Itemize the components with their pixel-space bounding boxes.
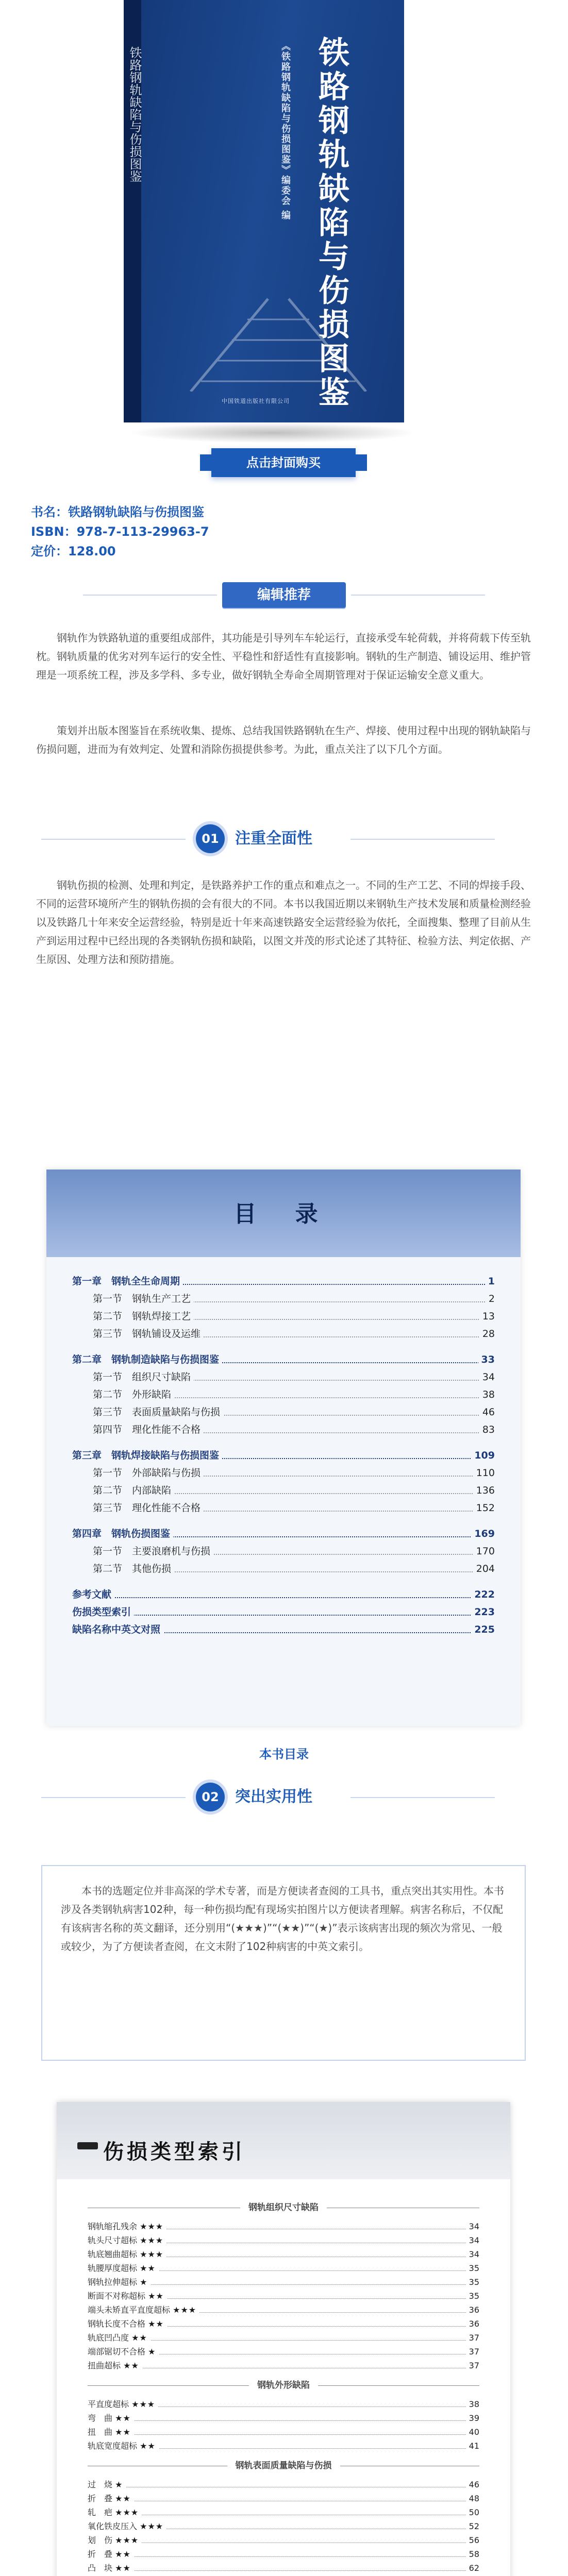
index-row: 轧 疤 ★★★ 50	[88, 2505, 479, 2519]
index-group-heading: 钢轨组织尺寸缺陷	[88, 2200, 479, 2215]
spine-title: 铁路钢轨缺陷与伤损图鉴	[127, 46, 142, 182]
index-row: 端头未矫直平直度超标 ★★★ 36	[88, 2303, 479, 2317]
feature-1-paragraph: 钢轨伤损的检测、处理和判定，是铁路养护工作的重点和难点之一。不同的生产工艺、不同的焊接手段、不同的运营环境所产生的钢轨伤损的会有很大的不同。本书以我国近期以来钢轨生产技术发展和质量检测经验以及铁路几十年来安全运营经验，特别是近十年来高速铁路安全运营经验为依托，全面搜集、整理了目前从生产到运用过程中已经出现的各类钢轨伤损和缺陷，以图文并茂的形式论述了其特征、检验方法、判定依据、产生原因、处理方法和预防措施。	[36, 879, 531, 965]
divider	[350, 839, 495, 840]
index-row: 端部锯切不合格 ★ 37	[88, 2345, 479, 2359]
book-name: 书名：铁路钢轨缺陷与伤损图鉴	[31, 505, 204, 519]
toc-row: 第三节 表面质量缺陷与伤损 46	[72, 1403, 495, 1421]
index-row: 轨底宽度超标 ★★ 41	[88, 2439, 479, 2453]
toc-row: 第二节 其他伤损 204	[72, 1560, 495, 1578]
index-row: 轨腰厚度超标 ★★ 35	[88, 2261, 479, 2275]
toc-row: 第一节 钢轨生产工艺 2	[72, 1290, 495, 1308]
cover-editor: 《铁路钢轨缺陷与伤损图鉴》编委会 编	[280, 41, 291, 221]
toc-row: 第三节 理化性能不合格 152	[72, 1499, 495, 1517]
toc-list	[72, 1273, 495, 1638]
toc-row: 第二节 内部缺陷 136	[72, 1482, 495, 1499]
index-row: 凸 块 ★★ 62	[88, 2561, 479, 2575]
index-row: 断面不对称超标 ★★ 35	[88, 2289, 479, 2303]
index-row: 氧化铁皮压入 ★★★ 52	[88, 2519, 479, 2533]
toc-row: 第一节 外部缺陷与伤损 110	[72, 1464, 495, 1482]
toc-row: 第一节 主要浪磨机与伤损 170	[72, 1543, 495, 1560]
toc-row: 第一节 组织尺寸缺陷 34	[72, 1368, 495, 1386]
toc-row: 第四节 理化性能不合格 83	[72, 1421, 495, 1438]
toc-row: 伤损类型索引 223	[72, 1603, 495, 1621]
index-row: 扭曲超标 ★★ 37	[88, 2359, 479, 2372]
editor-rec-banner: 编辑推荐	[222, 582, 346, 608]
buy-button[interactable]: 点击封面购买	[211, 448, 356, 477]
feature-2-heading	[196, 1783, 381, 1811]
divider	[41, 839, 186, 840]
toc-row: 参考文献 222	[72, 1586, 495, 1603]
toc-row: 第二章 钢轨制造缺陷与伤损图鉴 33	[72, 1351, 495, 1368]
editor-rec-paragraph-1: 钢轨作为铁路轨道的重要组成部件，其功能是引导列车车轮运行，直接承受车轮荷载，并将荷载下传至轨枕。钢轨质量的优劣对列车运行的安全性、平稳性和舒适性有直接影响。钢轨的生产制造、铺设运用、维护管理是一项系统工程，涉及多学科、多专业，做好钢轨全寿命全周期管理对于保证运输安全意义重大。	[36, 632, 531, 681]
divider	[350, 1797, 495, 1798]
brush-icon	[77, 2142, 98, 2149]
index-group-heading: 钢轨表面质量缺陷与伤损	[88, 2458, 479, 2473]
feature-2-title: 突出实用性	[235, 1788, 312, 1806]
toc-row: 第三章 钢轨焊接缺陷与伤损图鉴 109	[72, 1447, 495, 1464]
feature-2-paragraph: 本书的选题定位并非高深的学术专著，而是方便读者查阅的工具书，重点突出其实用性。本书涉及各类钢轨病害102种，每一种伤损均配有现场实拍图片以方便读者理解。病害名称后，不仅配有该病害名称的英文翻译，还分别用“(★★★)”“(★★)”“(★)”表示该病害出现的频次为常见、一般或较少，为了方便读者查阅，在文末附了102种病害的中英文索引。	[61, 1885, 504, 1953]
feature-1-number: 01	[196, 824, 225, 853]
divider	[41, 1797, 186, 1798]
index-row: 折 叠 ★★ 48	[88, 2492, 479, 2505]
book-price: 定价：128.00	[31, 544, 116, 558]
cover-publisher: 中国铁道出版社有限公司	[222, 398, 290, 404]
editor-rec-paragraph-2: 策划并出版本图鉴旨在系统收集、提炼、总结我国铁路钢轨在生产、焊接、使用过程中出现的钢轨缺陷与伤损问题，进而为有效判定、处置和消除伤损提供参考。为此，重点关注了以下几个方面。	[36, 724, 531, 755]
index-title: 伤损类型索引	[103, 2140, 245, 2164]
feature-2-box	[41, 1865, 526, 2061]
feature-2-number: 02	[196, 1783, 225, 1811]
index-row: 平直度超标 ★★★ 38	[88, 2397, 479, 2411]
index-row: 钢轨拉伸超标 ★ 35	[88, 2275, 479, 2289]
rail-graphic-icon	[170, 289, 387, 392]
index-list	[88, 2195, 479, 2576]
toc-row: 缺陷名称中英文对照 225	[72, 1621, 495, 1638]
feature-1-title: 注重全面性	[235, 829, 312, 848]
book-shadow	[129, 422, 417, 443]
index-row: 钢轨长度不合格 ★★ 36	[88, 2317, 479, 2331]
index-row: 折 叠 ★★ 58	[88, 2547, 479, 2561]
toc-caption: 本书目录	[259, 1747, 309, 1761]
index-row: 划 伤 ★★★ 56	[88, 2533, 479, 2547]
index-row: 钢轨缩孔残余 ★★★ 34	[88, 2219, 479, 2233]
index-row: 过 烧 ★ 46	[88, 2478, 479, 2492]
toc-row: 第二节 钢轨焊接工艺 13	[72, 1308, 495, 1325]
toc-title: 目 录	[233, 1201, 333, 1227]
feature-1-heading	[196, 824, 381, 853]
index-row: 弯 曲 ★★ 39	[88, 2411, 479, 2425]
book-isbn: ISBN：978-7-113-29963-7	[31, 524, 209, 539]
toc-row: 第四章 钢轨伤损图鉴 169	[72, 1525, 495, 1543]
index-row: 扭 曲 ★★ 40	[88, 2425, 479, 2439]
toc-row: 第一章 钢轨全生命周期 1	[72, 1273, 495, 1290]
book-info	[31, 502, 536, 561]
toc-row: 第三节 钢轨铺设及运维 28	[72, 1325, 495, 1343]
index-row: 轨头尺寸超标 ★★★ 34	[88, 2233, 479, 2247]
index-group-heading: 钢轨外形缺陷	[88, 2378, 479, 2393]
toc-row: 第二节 外形缺陷 38	[72, 1386, 495, 1403]
cover-title: 铁路钢轨缺陷与伤损图鉴	[313, 36, 349, 410]
index-row: 轨底凹凸度 ★★ 37	[88, 2331, 479, 2345]
index-row: 轨底翘曲超标 ★★★ 34	[88, 2247, 479, 2261]
